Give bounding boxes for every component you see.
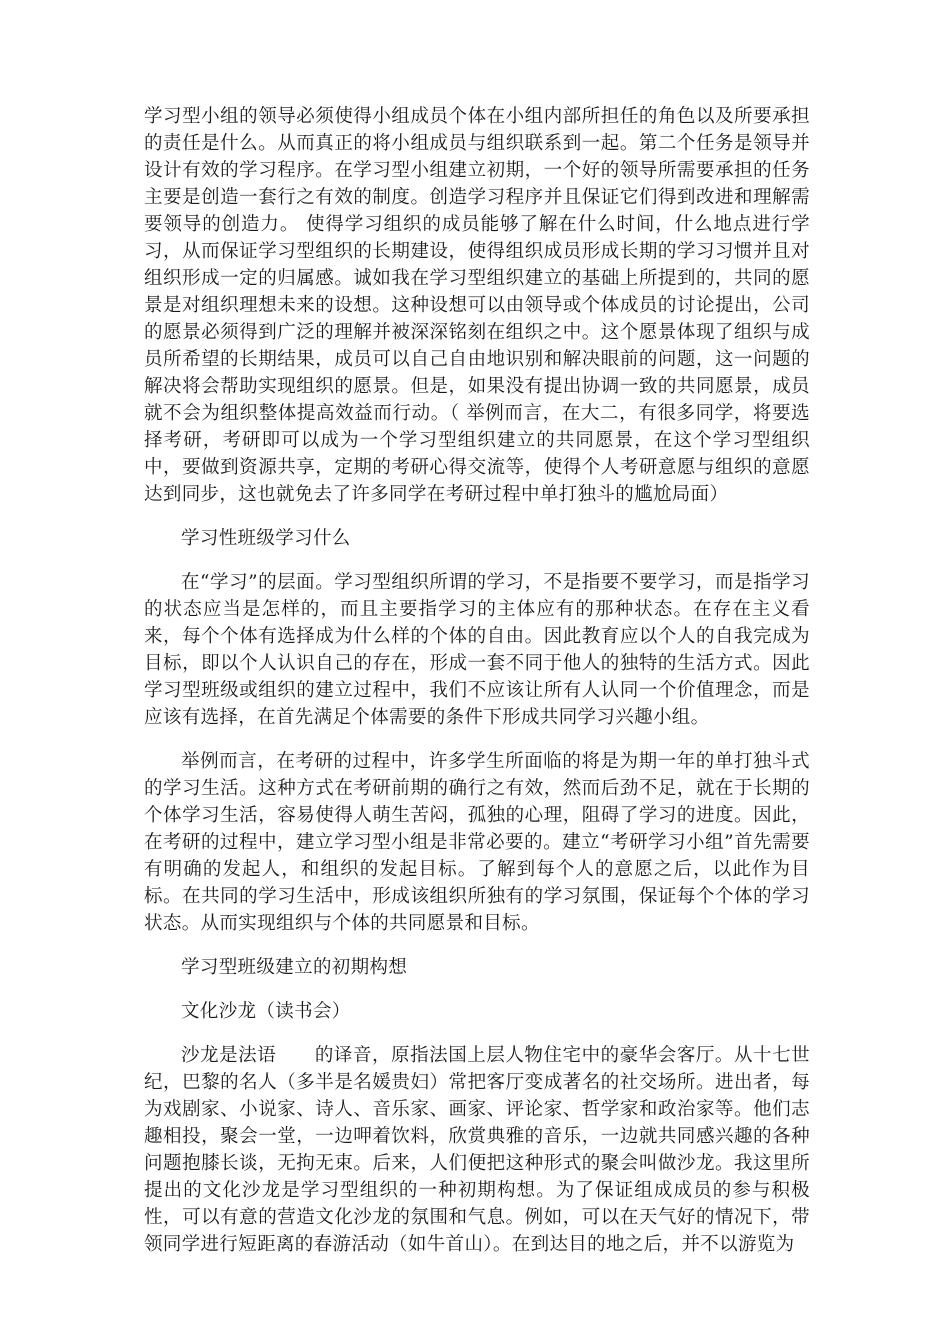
document-body: [144, 103, 810, 1258]
section-heading-what-to-learn: 学习性班级学习什么: [181, 528, 351, 549]
section-heading-initial-concept: 学习型班级建立的初期构想: [181, 957, 408, 978]
paragraph-exam-example: 举例而言，在考研的过程中，许多学生所面临的将是为期一年的单打独斗式的学习生活。这种方式在考研前期的确行之有效，然而后劲不足，就在于长期的个体学习生活，容易使得人萌生苦闷，孤独的心理，阻碍了学习的进度。因此，在考研的过程中，建立学习型小组是非常必要的。建立“考研学习小组”首先需要有明确的发起人，和组织的发起目标。了解到每个人的意愿之后，以此作为目标。在共同的学习生活中，形成该组织所独有的学习氛围，保证每个个体的学习状态。从而实现组织与个体的共同愿景和目标。: [144, 751, 810, 934]
paragraph-leadership: 学习型小组的领导必须使得小组成员个体在小组内部所担任的角色以及所要承担的责任是什么。从而真正的将小组成员与组织联系到一起。第二个任务是领导并设计有效的学习程序。在学习型小组建立初期，一个好的领导所需要承担的任务主要是创造一套行之有效的制度。创造学习程序并且保证它们得到改进和理解需要领导的创造力。 使得学习组织的成员能够了解在什么时间，什么地点进行学习，从而保证学习型组织的长期建设，使得组织成员形成长期的学习习惯并且对组织形成一定的归属感。诚如我在学习型组织建立的基础上所提到的，共同的愿景是对组织理想未来的设想。这种设想可以由领导或个体成员的讨论提出，公司的愿景必须得到广泛的理解并被深深铭刻在组织之中。这个愿景体现了组织与成员所希望的长期结果，成员可以自己自由地识别和解决眼前的问题，这一问题的解决将会帮助实现组织的愿景。但是，如果没有提出协调一致的共同愿景，成员就不会为组织整体提高效益而行动。（ 举例而言，在大二，有很多同学，将要选择考研，考研即可以成为一个学习型组织建立的共同愿景，在这个学习型组织中，要做到资源共享，定期的考研心得交流等，使得个人考研意愿与组织的意愿达到同步，这也就免去了许多同学在考研过程中单打独斗的尴尬局面）: [144, 106, 810, 505]
paragraph-salon: 沙龙是法语 的译音，原指法国上层人物住宅中的豪华会客厅。从十七世纪，巴黎的名人（多半是名媛贵妇）常把客厅变成著名的社交场所。进出者，每为戏剧家、小说家、诗人、音乐家、画家、评论家、哲学家和政治家等。他们志趣相投，聚会一堂，一边呷着饮料，欣赏典雅的音乐，一边就共同感兴趣的各种问题抱膝长谈，无拘无束。后来，人们便把这种形式的聚会叫做沙龙。我这里所提出的文化沙龙是学习型组织的一种初期构想。为了保证组成成员的参与积极性，可以有意的营造文化沙龙的氛围和气息。例如，可以在天气好的情况下，带领同学进行短距离的春游活动（如牛首山）。在到达目的地之后，并不以游览为: [144, 1045, 810, 1255]
paragraph-learning-level: 在“学习”的层面。学习型组织所谓的学习，不是指要不要学习，而是指学习的状态应当是怎样的，而且主要指学习的主体应有的那种状态。在存在主义看来，每个个体有选择成为什么样的个体的自由。因此教育应以个人的自我完成为目标，即以个人认识自己的存在，形成一套不同于他人的独特的生活方式。因此学习型班级或组织的建立过程中，我们不应该让所有人认同一个价值理念，而是应该有选择，在首先满足个体需要的条件下形成共同学习兴趣小组。: [144, 572, 810, 728]
section-heading-cultural-salon: 文化沙龙（读书会）: [181, 1001, 351, 1022]
